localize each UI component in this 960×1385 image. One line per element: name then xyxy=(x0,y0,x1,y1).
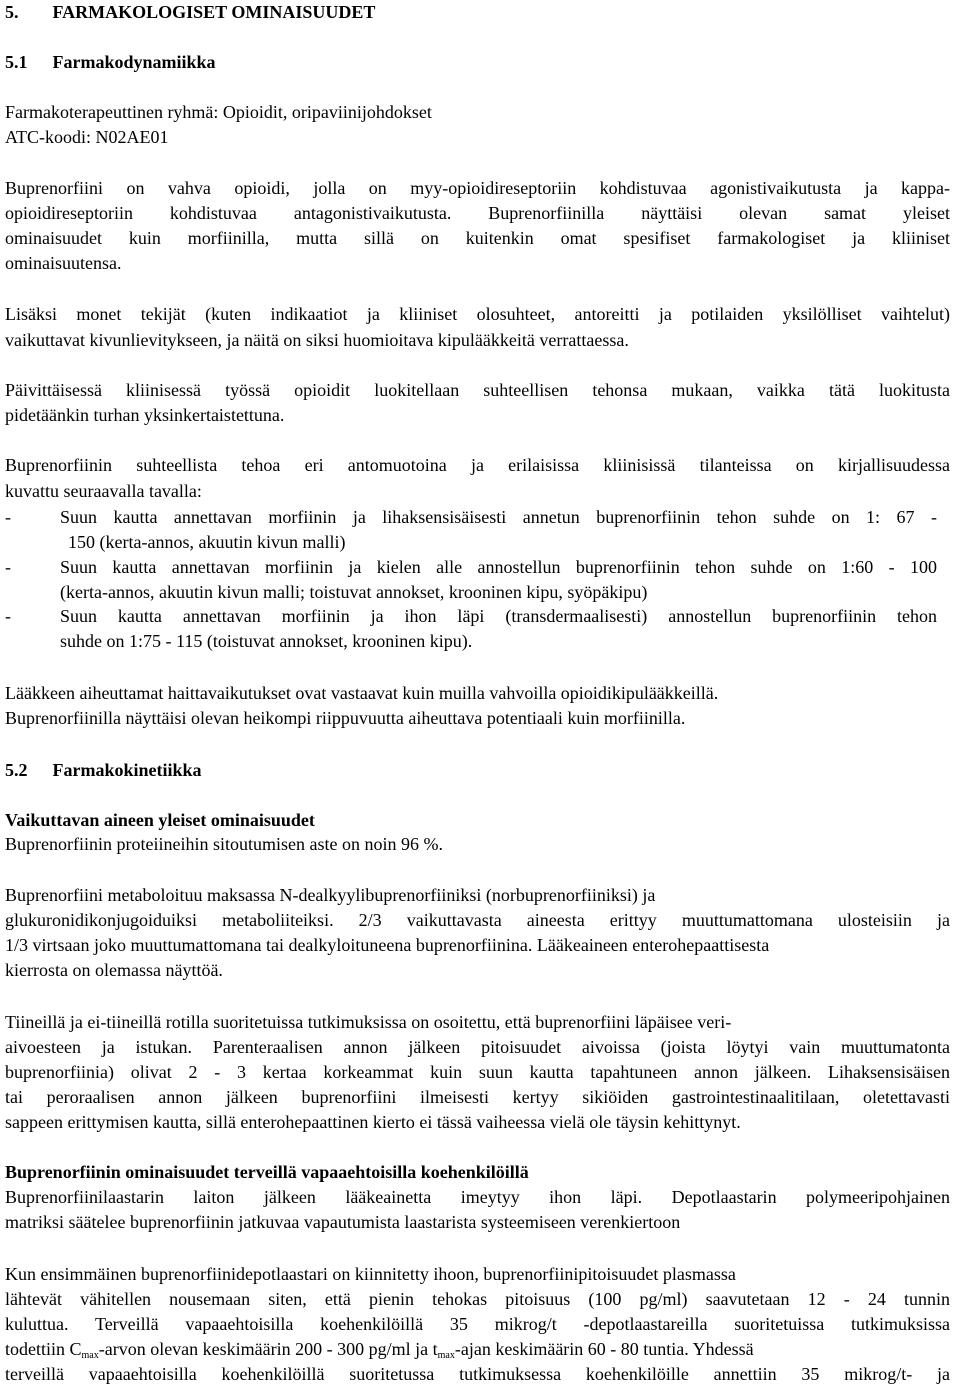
heading-number: 5. xyxy=(5,2,19,22)
list-dash: - xyxy=(5,507,11,527)
list-item-line: (kerta-annos, akuutin kivun malli; toistuvat annokset, krooninen kipu, syöpäkipu) xyxy=(60,582,648,602)
paragraph-line: 1/3 virtsaan joko muuttumattomana tai dealkyloituneena buprenorfiinina. Lääkeaineen enterohepaattisesta xyxy=(5,935,770,955)
subheading: Buprenorfiinin ominaisuudet terveillä vapaaehtoisilla koehenkilöillä xyxy=(5,1162,529,1182)
paragraph-line: terveillä vapaaehtoisilla koehenkilöillä suoritetussa tutkimuksessa koehenkilöille annettiin 35 mikrog/t- ja xyxy=(5,1364,950,1384)
paragraph-line: lähtevät vähitellen nousemaan siten, että pienin tehokas pitoisuus (100 pg/ml) saavutetaan 12 - 24 tunnin xyxy=(5,1289,950,1309)
paragraph-line: kuluttua. Terveillä vapaaehtoisilla koehenkilöillä 35 mikrog/t -depotlaastareilla suoritetuissa tutkimuksissa xyxy=(5,1314,950,1334)
paragraph-line: Buprenorfiinilaastarin laiton jälkeen lääkeainetta imeytyy ihon läpi. Depotlaastarin polymeeripohjainen xyxy=(5,1187,950,1207)
paragraph-line: ominaisuudet kuin morfiinilla, mutta sillä on kuitenkin omat spesifiset farmakologiset ja kliiniset xyxy=(5,228,950,248)
paragraph-line: Tiineillä ja ei-tiineillä rotilla suoritetuissa tutkimuksissa on osoitettu, että buprenorfiini läpäisee veri- xyxy=(5,1012,732,1032)
paragraph-line: Kun ensimmäinen buprenorfiinidepotlaastari on kiinnitetty ihoon, buprenorfiinipitoisuudet plasmassa xyxy=(5,1264,736,1284)
text-run: -arvon olevan keskimäärin 200 - 300 pg/ml ja t xyxy=(98,1339,438,1359)
paragraph-line: matriksi säätelee buprenorfiinin jatkuvaa vapautumista laastarista systeemiseen verenkiertoon xyxy=(5,1212,681,1232)
paragraph-line: Buprenorfiinilla näyttäisi olevan heikompi riippuvuutta aiheuttava potentiaali kuin morfiinilla. xyxy=(5,708,686,728)
list-item-line: suhde on 1:75 - 115 (toistuvat annokset, krooninen kipu). xyxy=(60,631,473,651)
text-run: todettiin C xyxy=(5,1339,82,1359)
list-item-line: Suun kautta annettavan morfiinin ja ihon läpi (transdermaalisesti) annostellun buprenorfiinin tehon xyxy=(60,606,937,626)
paragraph-line: kierrosta on olemassa näyttöä. xyxy=(5,960,223,980)
list-item-line: Suun kautta annettavan morfiinin ja lihaksensisäisesti annetun buprenorfiinin tehon suhde on 1: 67 - xyxy=(60,507,937,527)
heading-number: 5.1 xyxy=(5,52,28,72)
list-item-line: Suun kautta annettavan morfiinin ja kielen alle annostellun buprenorfiinin tehon suhde on 1:60 - 100 xyxy=(60,557,937,577)
heading-number: 5.2 xyxy=(5,760,28,780)
paragraph-line xyxy=(5,1339,754,1366)
paragraph-line: sappeen erittymisen kautta, sillä enterohepaattinen kierto ei tässä vaiheessa vielä ole täysin kehittynyt. xyxy=(5,1112,741,1132)
paragraph-line: Buprenorfiinin suhteellista tehoa eri antomuotoina ja erilaisissa kliinisissä tilanteissa on kirjallisuudessa xyxy=(5,455,950,475)
list-dash: - xyxy=(5,557,11,577)
paragraph-line: kuvattu seuraavalla tavalla: xyxy=(5,481,202,501)
paragraph-line: Lisäksi monet tekijät (kuten indikaatiot ja kliiniset olosuhteet, antoreitti ja potilaiden yksilölliset vaihtelut) xyxy=(5,304,950,324)
list-item-line: 150 (kerta-annos, akuutin kivun malli) xyxy=(68,532,346,552)
subheading: Vaikuttavan aineen yleiset ominaisuudet xyxy=(5,810,315,830)
subscript: max xyxy=(437,1350,455,1361)
atc-code: ATC-koodi: N02AE01 xyxy=(5,127,169,147)
paragraph-line: Lääkkeen aiheuttamat haittavaikutukset ovat vastaavat kuin muilla vahvoilla opioidikipulääkkeillä. xyxy=(5,683,719,703)
paragraph-line: pidetäänkin turhan yksinkertaistettuna. xyxy=(5,405,285,425)
heading-title: Farmakodynamiikka xyxy=(52,52,216,72)
paragraph-line: buprenorfiinia) olivat 2 - 3 kertaa korkeammat kuin suun kautta tapahtuneen annon jälkeen. Lihaksensisäisen xyxy=(5,1062,950,1082)
section-heading-5 xyxy=(5,2,375,22)
paragraph-line: Buprenorfiini metaboloituu maksassa N-dealkyylibuprenorfiiniksi (norbuprenorfiiniksi) ja xyxy=(5,885,656,905)
paragraph-line: vaikuttavat kivunlievitykseen, ja näitä on siksi huomioitava kipulääkkeitä verrattaessa. xyxy=(5,330,629,350)
paragraph-line: Buprenorfiinin proteiineihin sitoutumisen aste on noin 96 %. xyxy=(5,834,443,854)
pharmacotherapeutic-group: Farmakoterapeuttinen ryhmä: Opioidit, oripaviinijohdokset xyxy=(5,102,432,122)
list-dash: - xyxy=(5,606,11,626)
subscript: max xyxy=(81,1350,99,1361)
paragraph-line: Buprenorfiini on vahva opioidi, jolla on myy-opioidireseptoriin kohdistuvaa agonistivaikutusta ja kappa- xyxy=(5,178,950,198)
section-heading-5-2 xyxy=(5,760,202,780)
paragraph-line: aivoesteen ja istukan. Parenteraalisen annon jälkeen pitoisuudet aivoissa (joista löytyi vain muuttumatonta xyxy=(5,1037,950,1057)
paragraph-line: tai peroraalisen annon jälkeen buprenorfiini ilmeisesti kertyy sikiöiden gastrointestinaalitilaan, oletettavasti xyxy=(5,1087,950,1107)
heading-title: FARMAKOLOGISET OMINAISUUDET xyxy=(52,2,376,22)
paragraph-line: opioidireseptoriin kohdistuvaa antagonistivaikutusta. Buprenorfiinilla näyttäisi olevan samat yleiset xyxy=(5,203,950,223)
paragraph-line: Päivittäisessä kliinisessä työssä opioidit luokitellaan suhteellisen tehonsa mukaan, vaikka tätä luokitusta xyxy=(5,380,950,400)
text-run: -ajan keskimäärin 60 - 80 tuntia. Yhdessä xyxy=(454,1339,754,1359)
paragraph-line: ominaisuutensa. xyxy=(5,253,122,273)
section-heading-5-1 xyxy=(5,52,216,72)
paragraph-line: glukuronidikonjugoiduiksi metaboliiteiksi. 2/3 vaikuttavasta aineesta erittyy muuttumattomana ulosteisiin ja xyxy=(5,910,950,930)
heading-title: Farmakokinetiikka xyxy=(52,760,202,780)
